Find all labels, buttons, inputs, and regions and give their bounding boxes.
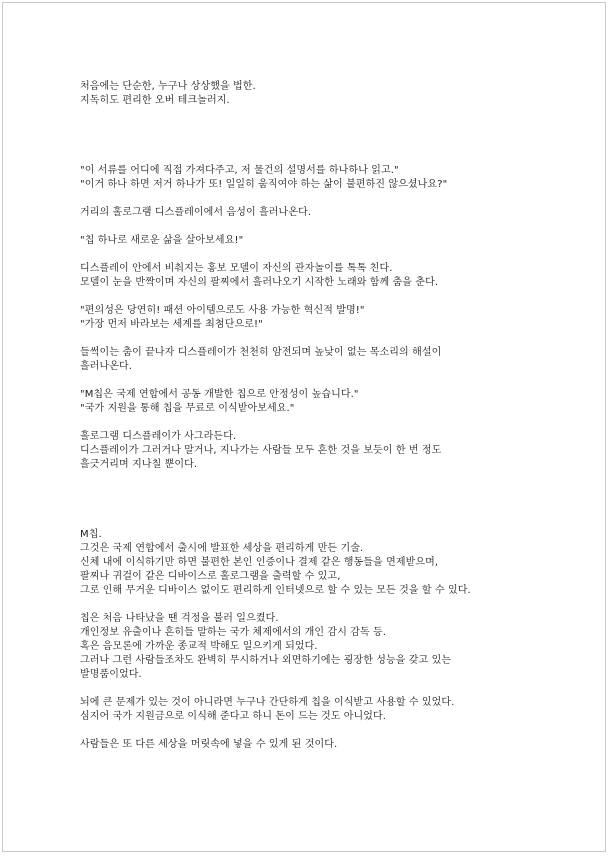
text-line: 그것은 국제 연합에서 출시에 발표한 세상을 편리하게 만든 기술. (80, 543, 364, 554)
paragraph (80, 80, 540, 108)
text-line: 발명품이었다. (80, 669, 142, 680)
text-line: 디스플레이 안에서 비춰지는 홍보 모델이 자신의 관자놀이를 톡톡 친다. (80, 263, 393, 274)
paragraph (80, 738, 540, 752)
text-line: 처음에는 단순한, 누구나 상상했을 법한. (80, 81, 256, 92)
paragraph (80, 262, 540, 290)
text-line: 홀로그램 디스플레이가 사그라든다. (80, 431, 237, 442)
paragraph (80, 430, 540, 472)
paragraph (80, 304, 540, 332)
document-page (2, 2, 606, 852)
paragraph (80, 206, 540, 220)
text-line: 디스플레이가 그러거나 말거나, 지나가는 사람들 모두 흔한 것을 보듯이 한 번 정도 (80, 445, 442, 456)
document-body (80, 80, 540, 766)
text-line: 지독히도 편리한 오버 테크놀러지. (80, 95, 230, 106)
text-line: "칩 하나로 새로운 삶을 살아보세요!" (80, 235, 244, 246)
text-line: 모델이 눈을 반짝이며 자신의 팔찌에서 흘러나오기 시작한 노래와 함께 춤을 춘다. (80, 277, 439, 288)
text-line: 뇌에 큰 문제가 있는 것이 아니라면 누구나 간단하게 칩을 이식받고 사용할 수 있었다. (80, 697, 455, 708)
text-line: 거리의 홀로그램 디스플레이에서 음성이 흘러나온다. (80, 207, 312, 218)
paragraph (80, 346, 540, 374)
text-line: "국가 지원을 통해 칩을 무료로 이식받아보세요." (80, 403, 295, 414)
text-line: "M칩은 국제 연합에서 공동 개발한 칩으로 안정성이 높습니다." (80, 389, 359, 400)
text-line: 팔찌나 귀걸이 같은 디바이스로 홀로그램을 출력할 수 있고, (80, 571, 341, 582)
text-line: 개인정보 유출이나 흔히들 말하는 국가 체제에서의 개인 감시 감독 등. (80, 627, 387, 638)
text-line: "이거 하나 하면 저거 하나가 또! 일일히 움직여야 하는 삶이 불편하진 않으셨나요?" (80, 179, 448, 190)
text-line: 들썩이는 춤이 끝나자 디스플레이가 천천히 암전되며 높낮이 없는 목소리의 해설이 (80, 347, 442, 358)
text-line: "가장 먼저 바라보는 세계를 최첨단으로!" (80, 319, 263, 330)
text-line: M칩. (80, 529, 102, 540)
paragraph (80, 164, 540, 192)
spacer (80, 122, 540, 164)
text-line: "편의성은 당연히! 패션 아이템으로도 사용 가능한 혁신적 발명!" (80, 305, 365, 316)
text-line: 그러나 그런 사람들조차도 완벽히 무시하거나 외면하기에는 굉장한 성능을 갖고 있는 (80, 655, 452, 666)
text-line: 칩은 처음 나타났을 땐 걱정을 불러 일으켰다. (80, 613, 279, 624)
text-line: "이 서류를 어디에 직접 가져다주고, 저 물건의 설명서를 하나하나 읽고." (80, 165, 399, 176)
spacer (80, 486, 540, 528)
paragraph (80, 612, 540, 682)
text-line: 흘긋거리며 지나칠 뿐이다. (80, 459, 198, 470)
text-line: 혹은 음모론에 가까운 종교적 박해도 일으키게 되었다. (80, 641, 318, 652)
paragraph (80, 528, 540, 598)
paragraph (80, 696, 540, 724)
text-line: 흘러나온다. (80, 361, 133, 372)
text-line: 사람들은 또 다른 세상을 머릿속에 넣을 수 있게 된 것이다. (80, 739, 338, 750)
text-line: 신체 내에 이식하기만 하면 불편한 본인 인증이나 결제 같은 행동들을 면제받으며, (80, 557, 439, 568)
text-line: 심지어 국가 지원금으로 이식해 준다고 하니 돈이 드는 것도 아니었다. (80, 711, 387, 722)
paragraph (80, 234, 540, 248)
paragraph (80, 388, 540, 416)
text-line: 그로 인해 무거운 디바이스 없이도 편리하게 인터넷으로 할 수 있는 모든 것을 할 수 있다. (80, 585, 471, 596)
